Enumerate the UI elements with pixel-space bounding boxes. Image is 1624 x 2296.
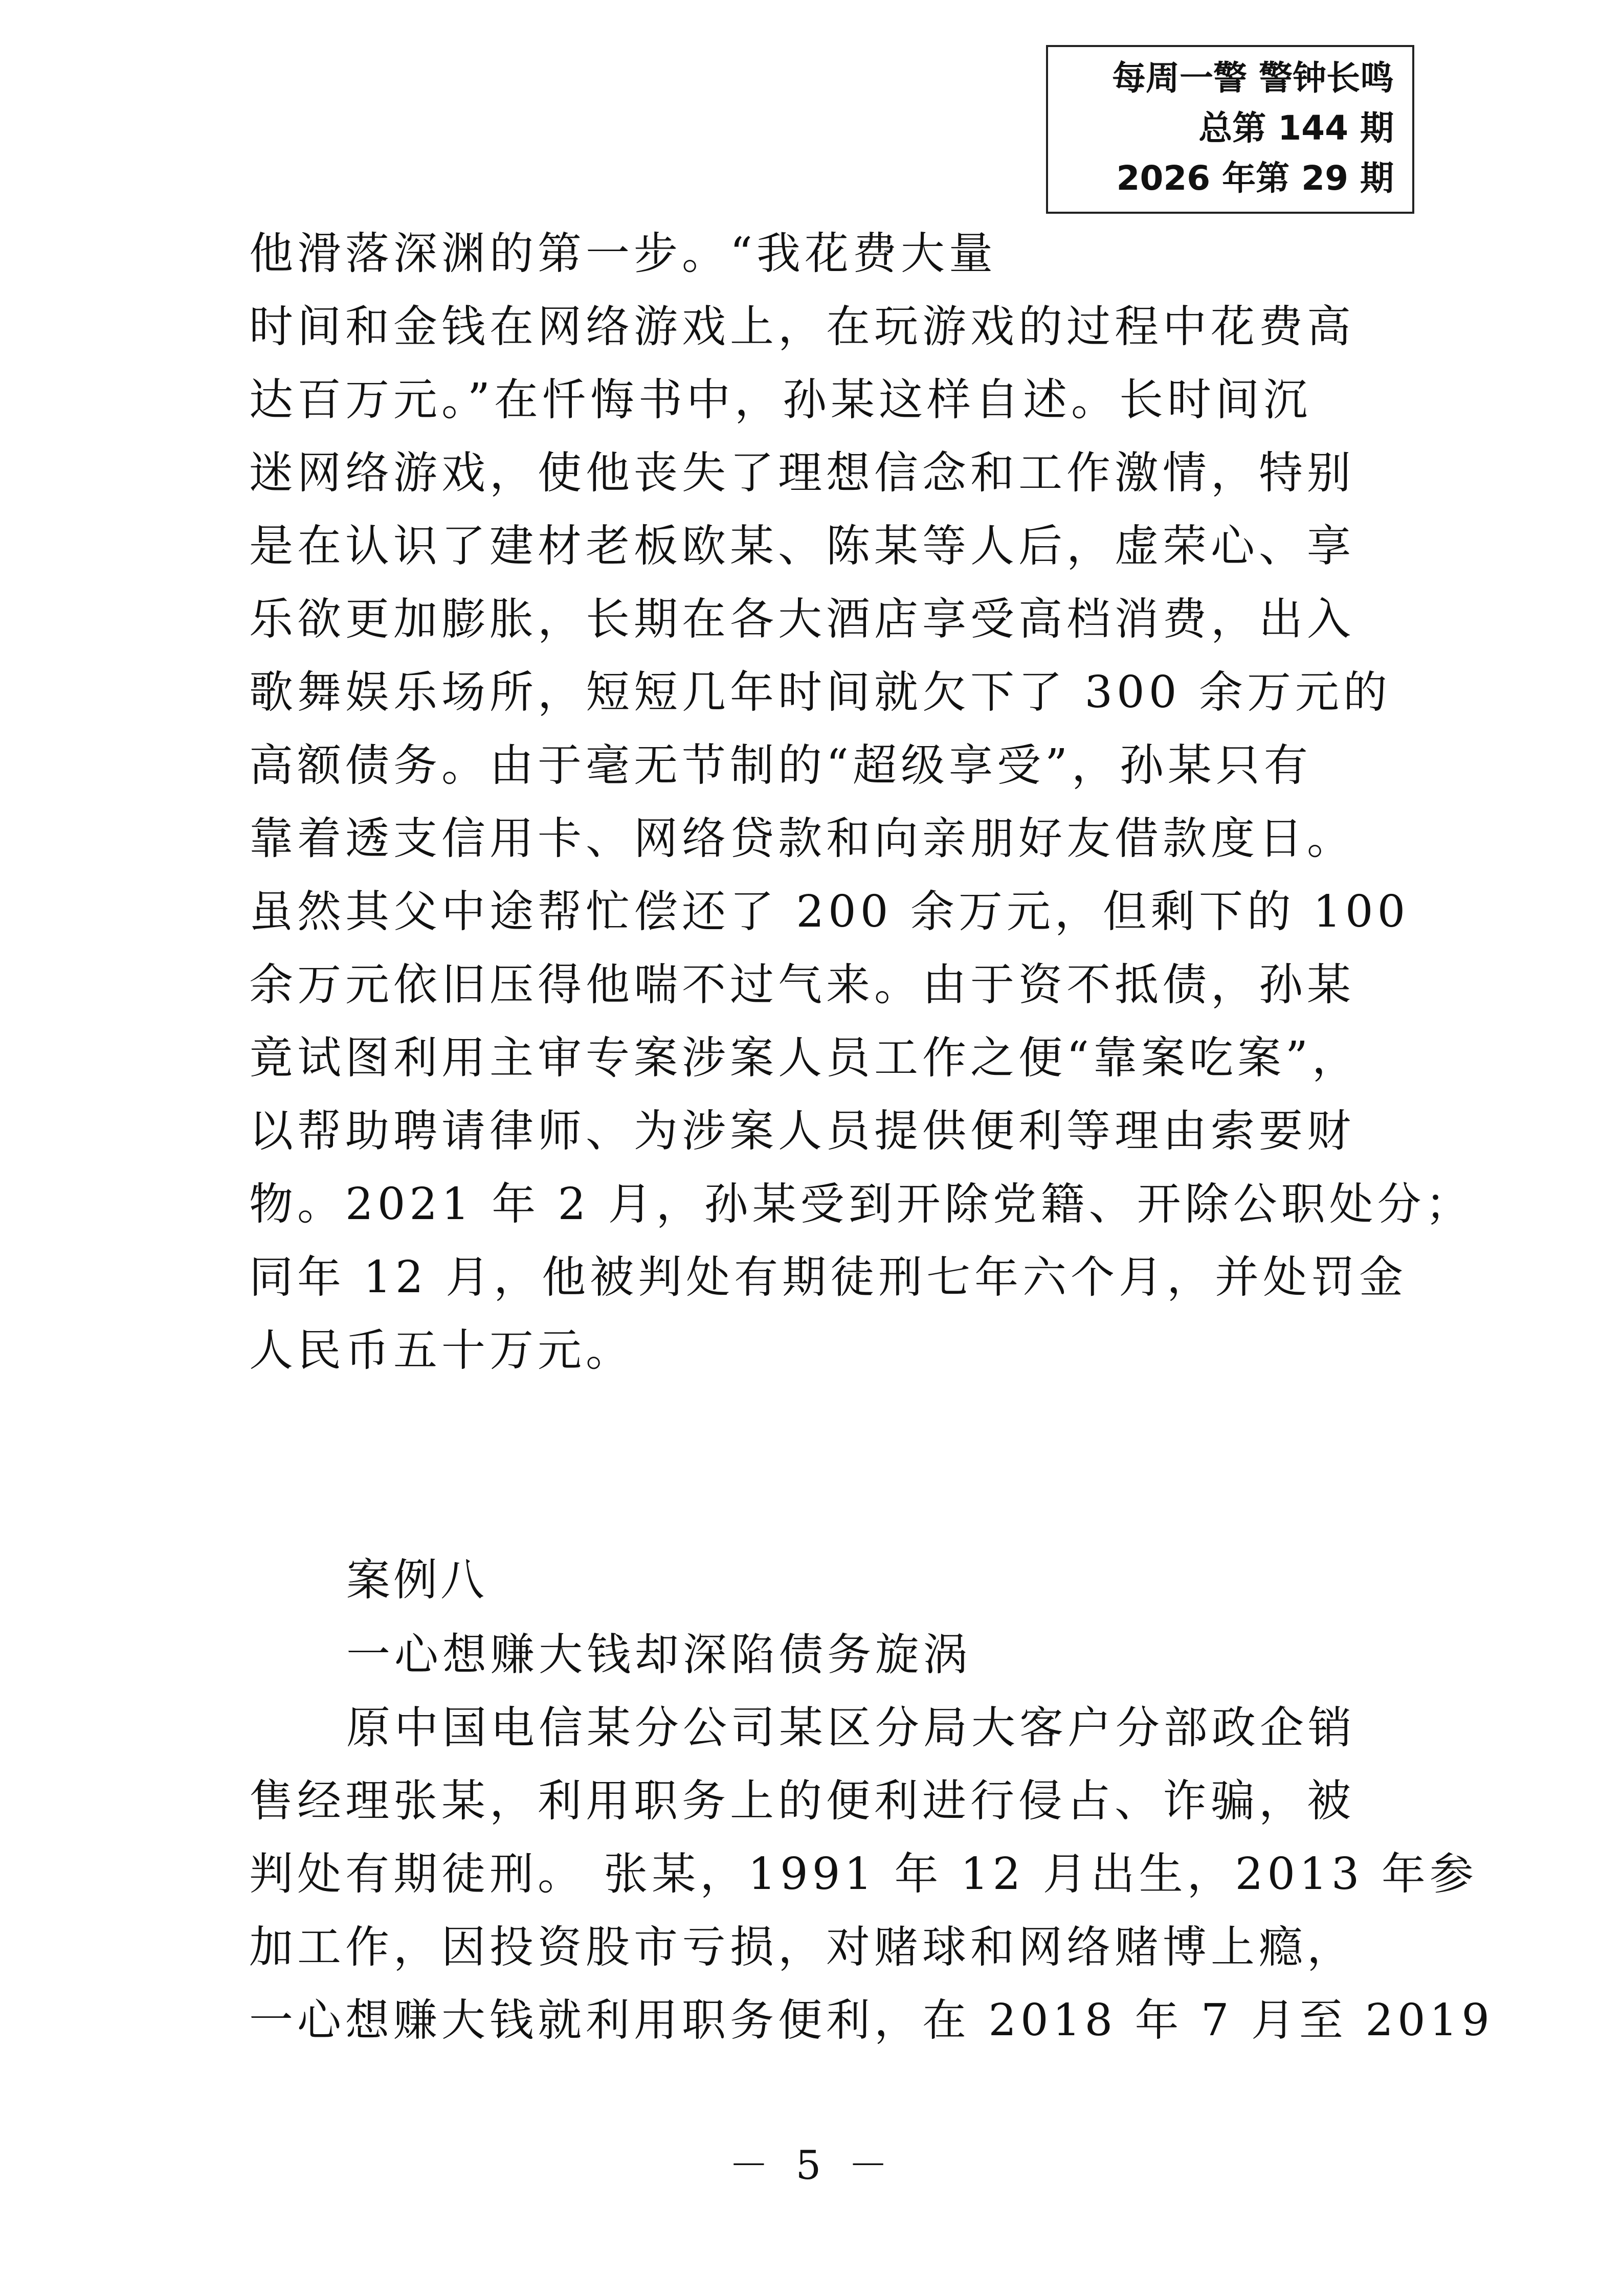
text-line: 人民币五十万元。 xyxy=(249,1325,634,1376)
header-total-issue: 总第 144 期 xyxy=(1198,108,1394,148)
case-heading: 案例八 xyxy=(346,1555,487,1606)
text-line: 虽然其父中途帮忙偿还了 200 余万元，但剩下的 100 xyxy=(249,886,1410,937)
text-line: 高额债务。由于毫无节制的“超级享受”，孙某只有 xyxy=(249,740,1312,791)
text-line: 达百万元。”在忏悔书中，孙某这样自述。长时间沉 xyxy=(249,374,1311,425)
header-year-issue: 2026 年第 29 期 xyxy=(1116,159,1394,198)
text-line: 乐欲更加膨胀，长期在各大酒店享受高档消费，出入 xyxy=(249,594,1355,645)
text-line: 物。2021 年 2 月，孙某受到开除党籍、开除公职处分； xyxy=(249,1179,1474,1230)
text-line: 判处有期徒刑。 张某，1991 年 12 月出生，2013 年参 xyxy=(249,1849,1478,1900)
case-subheading: 一心想赚大钱却深陷债务旋涡 xyxy=(346,1629,971,1680)
header-slogan: 每周一警 警钟长鸣 xyxy=(1112,58,1394,98)
text-line: 靠着透支信用卡、网络贷款和向亲朋好友借款度日。 xyxy=(249,813,1355,864)
text-line: 售经理张某，利用职务上的便利进行侵占、诈骗，被 xyxy=(249,1775,1355,1827)
issue-header-box xyxy=(1046,45,1414,214)
text-line: 同年 12 月，他被判处有期徒刑七年六个月，并处罚金 xyxy=(249,1252,1408,1303)
case-section xyxy=(249,1542,1494,2057)
text-line: 歌舞娱乐场所，短短几年时间就欠下了 300 余万元的 xyxy=(249,667,1391,718)
text-line: 以帮助聘请律师、为涉案人员提供便利等理由索要财 xyxy=(249,1106,1355,1157)
text-line: 原中国电信某分公司某区分局大客户分部政企销 xyxy=(346,1702,1356,1753)
text-line: 是在认识了建材老板欧某、陈某等人后，虚荣心、享 xyxy=(249,521,1355,572)
text-line: 迷网络游戏，使他丧失了理想信念和工作激情，特别 xyxy=(249,447,1355,499)
text-line: 时间和金钱在网络游戏上，在玩游戏的过程中花费高 xyxy=(249,301,1355,352)
text-line: 余万元依旧压得他喘不过气来。由于资不抵债，孙某 xyxy=(249,959,1355,1010)
continued-paragraph xyxy=(249,217,1474,1387)
text-line: 竟试图利用主审专案涉案人员工作之便“靠案吃案”， xyxy=(249,1032,1360,1084)
text-line: 他滑落深渊的第一步。“我花费大量 xyxy=(249,228,997,279)
text-line: 一心想赚大钱就利用职务便利，在 2018 年 7 月至 2019 xyxy=(249,1995,1494,2046)
text-line: 加工作，因投资股市亏损，对赌球和网络赌博上瘾， xyxy=(249,1922,1355,1973)
page-number: － 5 － xyxy=(728,2143,896,2189)
